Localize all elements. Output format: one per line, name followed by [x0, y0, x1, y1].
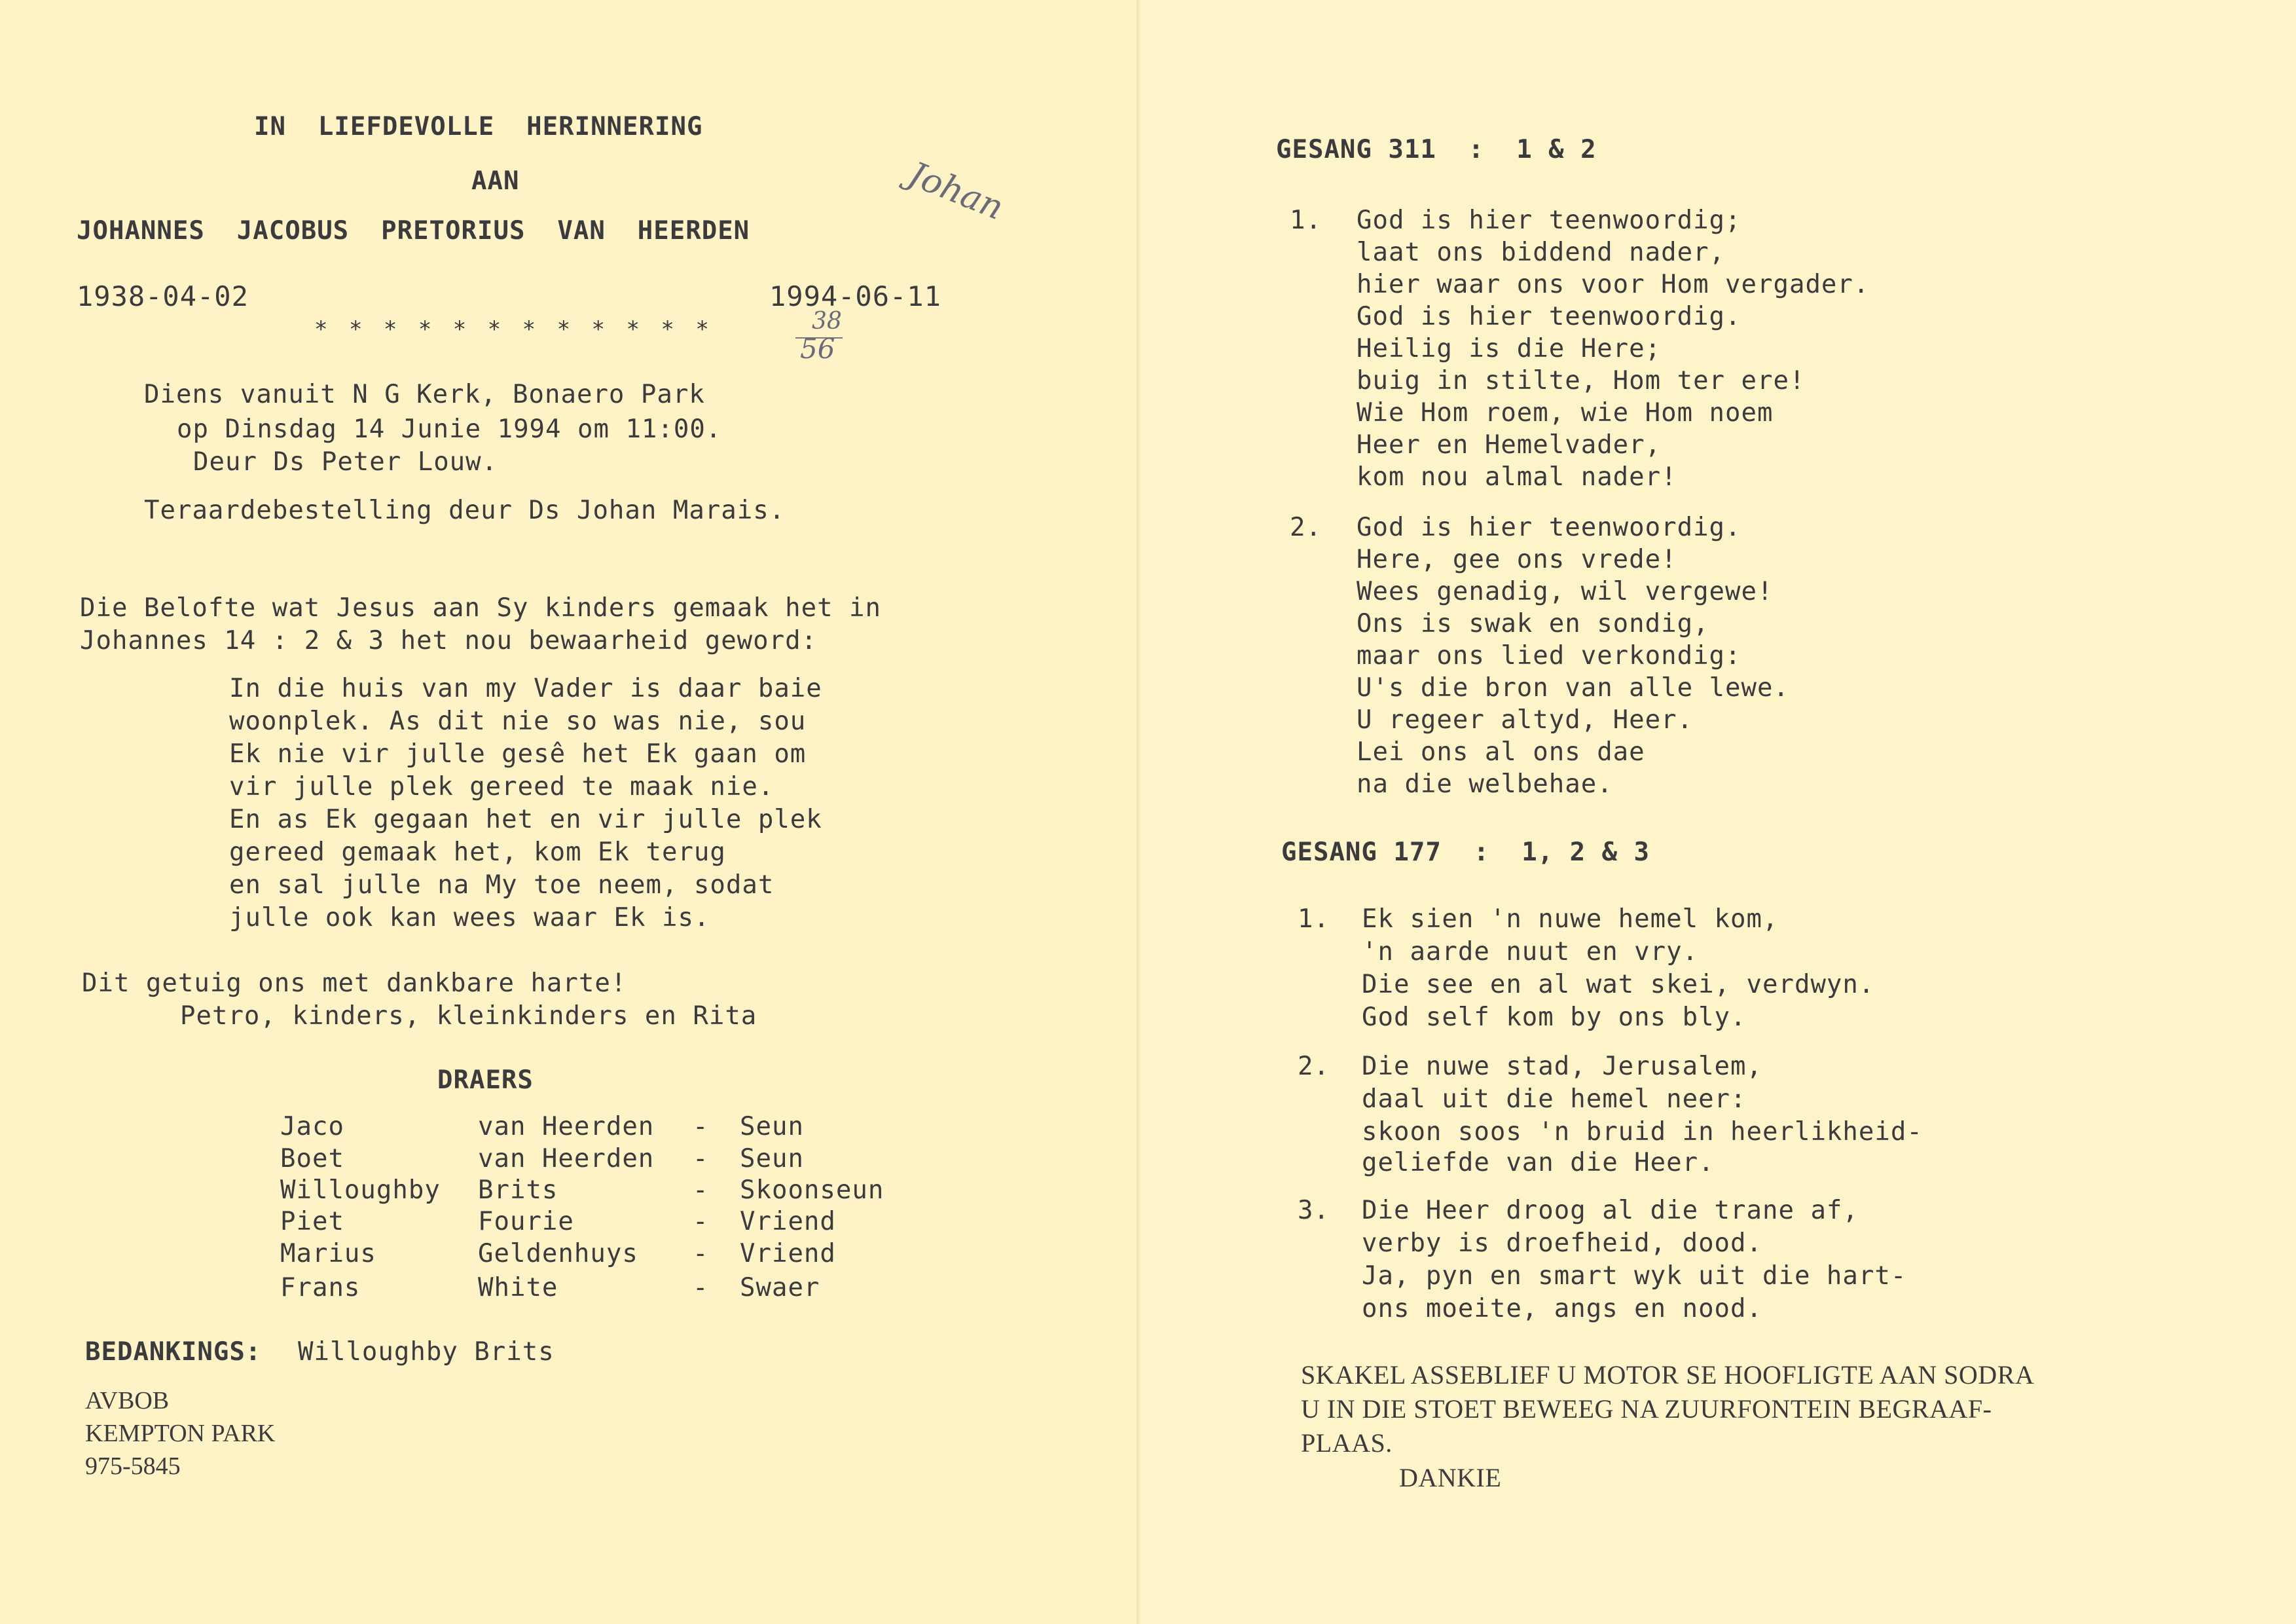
bearer-first-name: Jaco [280, 1112, 344, 1141]
verse-number: 2. [1298, 1052, 1330, 1081]
left-page [0, 0, 1140, 1624]
hymn-line: Ek sien 'n nuwe hemel kom, [1362, 904, 1779, 934]
hymn-line: Heilig is die Here; [1357, 334, 1662, 363]
verse-number: 1. [1290, 206, 1322, 235]
hymn-line: U's die bron van alle lewe. [1357, 673, 1789, 703]
scripture-line: gereed gemaak het, kom Ek terug [229, 838, 726, 867]
bearer-relation: Swaer [740, 1273, 820, 1302]
notice-line: U IN DIE STOET BEWEEG NA ZUURFONTEIN BEGRAAF- [1301, 1394, 1992, 1424]
bearer-surname: Geldenhuys [478, 1239, 638, 1268]
verse-number: 3. [1298, 1196, 1330, 1225]
bearer-dash: - [693, 1239, 709, 1268]
bearer-dash: - [693, 1273, 709, 1302]
hymn-line: hier waar ons voor Hom vergader. [1357, 270, 1870, 299]
hymn-line: Wie Hom roem, wie Hom noem [1357, 398, 1774, 428]
hymn-line: God is hier teenwoordig. [1357, 513, 1741, 542]
thanks-word: DANKIE [1399, 1463, 1502, 1492]
hymn-line: Die see en al wat skei, verdwyn. [1362, 970, 1875, 999]
hymn-line: geliefde van die Heer. [1362, 1148, 1715, 1177]
burial-line: Teraardebestelling deur Ds Johan Marais. [144, 496, 786, 525]
hymn-line: na die welbehae. [1357, 769, 1613, 799]
scripture-line: en sal julle na My toe neem, sodat [229, 870, 774, 900]
bearer-first-name: Marius [280, 1239, 376, 1268]
bearer-first-name: Frans [280, 1273, 361, 1302]
bearer-surname: White [478, 1273, 558, 1302]
bearer-first-name: Boet [280, 1144, 344, 1173]
bearer-relation: Vriend [740, 1207, 836, 1236]
undertaker-town: KEMPTON PARK [85, 1420, 276, 1447]
birth-date: 1938-04-02 [77, 280, 249, 312]
hymn-line: Die Heer droog al die trane af, [1362, 1196, 1859, 1225]
star-divider: * * * * * * * * * * * * [314, 316, 713, 342]
scripture-line: woonplek. As dit nie so was nie, sou [229, 707, 807, 736]
memorial-heading-aan: AAN [471, 166, 520, 196]
service-line: Deur Ds Peter Louw. [193, 447, 498, 477]
bearer-relation: Seun [740, 1112, 804, 1141]
bearer-surname: van Heerden [478, 1112, 655, 1141]
memorial-heading: IN LIEFDEVOLLE HERINNERING [254, 112, 703, 141]
undertaker-phone: 975-5845 [85, 1452, 181, 1480]
scripture-line: Ek nie vir julle gesê het Ek gaan om [229, 739, 807, 769]
verse-number: 2. [1290, 513, 1322, 542]
handwritten-age-bottom: 56 [800, 333, 835, 365]
hymn-line: Ja, pyn en smart wyk uit die hart- [1362, 1261, 1907, 1291]
family-line: Petro, kinders, kleinkinders en Rita [180, 1001, 757, 1031]
bearer-first-name: Piet [280, 1207, 344, 1236]
thanks-name: Willoughby Brits [298, 1337, 555, 1367]
hymn-line: maar ons lied verkondig: [1357, 641, 1741, 671]
hymn-line: Heer en Hemelvader, [1357, 430, 1662, 460]
hymn-line: Ons is swak en sondig, [1357, 609, 1709, 638]
hymn-311-title: GESANG 311 : 1 & 2 [1276, 135, 1597, 164]
hymn-line: God is hier teenwoordig; [1357, 206, 1741, 235]
hymn-line: Wees genadig, wil vergewe! [1357, 577, 1774, 606]
hymn-line: Lei ons al ons dae [1357, 737, 1645, 767]
bearer-relation: Skoonseun [740, 1175, 884, 1205]
undertaker-name: AVBOB [85, 1387, 170, 1414]
bearer-surname: van Heerden [478, 1144, 655, 1173]
hymn-line: kom nou almal nader! [1357, 462, 1677, 492]
scripture-line: En as Ek gegaan het en vir julle plek [229, 805, 822, 834]
hymn-line: U regeer altyd, Heer. [1357, 705, 1694, 735]
bearer-dash: - [693, 1112, 709, 1141]
hymn-line: 'n aarde nuut en vry. [1362, 937, 1699, 967]
notice-line: SKAKEL ASSEBLIEF U MOTOR SE HOOFLIGTE AAN SODRA [1301, 1360, 2035, 1390]
bearer-dash: - [693, 1175, 709, 1205]
handwritten-name: Johan [903, 155, 1009, 228]
hymn-line: Die nuwe stad, Jerusalem, [1362, 1052, 1762, 1081]
verse-number: 1. [1298, 904, 1330, 934]
hymn-line: God self kom by ons bly. [1362, 1003, 1747, 1032]
death-date: 1994-06-11 [769, 280, 941, 312]
scripture-line: vir julle plek gereed te maak nie. [229, 772, 774, 802]
bearer-surname: Brits [478, 1175, 558, 1205]
hymn-177-title: GESANG 177 : 1, 2 & 3 [1281, 838, 1650, 867]
bearer-surname: Fourie [478, 1207, 574, 1236]
scripture-line: In die huis van my Vader is daar baie [229, 674, 822, 703]
hymn-line: skoon soos 'n bruid in heerlikheid- [1362, 1117, 1923, 1147]
bearers-title: DRAERS [437, 1065, 534, 1095]
hymn-line: Here, gee ons vrede! [1357, 545, 1677, 574]
hymn-line: ons moeite, angs en nood. [1362, 1294, 1762, 1323]
bearer-relation: Vriend [740, 1239, 836, 1268]
notice-line: PLAAS. [1301, 1428, 1393, 1458]
promise-intro: Die Belofte wat Jesus aan Sy kinders gemaak het in [80, 593, 881, 623]
bearer-first-name: Willoughby [280, 1175, 441, 1205]
hymn-line: buig in stilte, Hom ter ere! [1357, 366, 1806, 396]
bearer-relation: Seun [740, 1144, 804, 1173]
right-page [1140, 0, 2296, 1624]
hymn-line: daal uit die hemel neer: [1362, 1084, 1747, 1114]
service-line: Diens vanuit N G Kerk, Bonaero Park [144, 380, 705, 409]
promise-intro: Johannes 14 : 2 & 3 het nou bewaarheid geword: [80, 626, 818, 655]
bearer-dash: - [693, 1144, 709, 1173]
handwritten-age-top: 38 [812, 308, 842, 335]
hymn-line: verby is droefheid, dood. [1362, 1228, 1762, 1258]
service-line: op Dinsdag 14 Junie 1994 om 11:00. [177, 415, 722, 444]
thanks-label: BEDANKINGS: [85, 1337, 262, 1367]
bearer-dash: - [693, 1207, 709, 1236]
testimony-line: Dit getuig ons met dankbare harte! [82, 969, 627, 998]
hymn-line: laat ons biddend nader, [1357, 238, 1726, 267]
hymn-line: God is hier teenwoordig. [1357, 302, 1741, 331]
deceased-name: JOHANNES JACOBUS PRETORIUS VAN HEERDEN [77, 216, 750, 246]
scripture-line: julle ook kan wees waar Ek is. [229, 903, 710, 932]
